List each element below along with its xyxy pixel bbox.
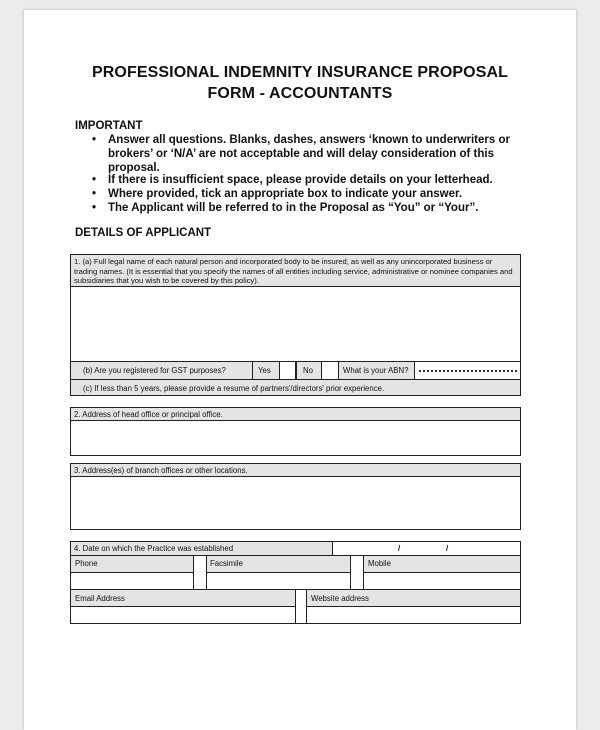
important-item-1: Answer all questions. Blanks, dashes, answers ‘known to underwriters or brokers’ or ‘N/A’ are not acceptable and will delay consideration of this proposal. [108, 134, 510, 174]
q2-label: 2. Address of head office or principal office. [74, 410, 223, 419]
q1b-yes-checkbox[interactable] [279, 361, 296, 380]
document-title-line-1: PROFESSIONAL INDEMNITY INSURANCE PROPOSAL [92, 64, 508, 81]
bullet-4: • [92, 202, 97, 214]
abn-input[interactable] [414, 361, 521, 380]
website-label: Website address [311, 594, 369, 603]
important-item-2: If there is insufficient space, please provide details on your letterhead. [108, 174, 493, 186]
q2-answer-area[interactable] [70, 420, 521, 456]
details-heading: DETAILS OF APPLICANT [75, 227, 212, 239]
phone-label: Phone [75, 559, 98, 568]
q3-label-cell [70, 463, 521, 477]
q4-label: 4. Date on which the Practice was established [74, 544, 234, 553]
date-separator-1: / [398, 544, 401, 553]
q1c-label: (c) If less than 5 years, please provide a resume of partners'/directors' prior experience. [83, 384, 385, 393]
q1-label-cell [70, 254, 521, 287]
bullet-1: • [92, 134, 97, 146]
website-label-cell [306, 589, 521, 607]
q1-label: 1. (a) Full legal name of each natural person and incorporated body to be insured, as well as any unincorporated business or trading names. (It is essential that you specify the names of all entities including service, administrative or nominee companies and subsidiaries that you wish to be covered by this policy). [74, 257, 513, 285]
email-input[interactable] [70, 606, 296, 624]
contact-spacer-2 [350, 555, 364, 590]
mobile-label-cell [363, 555, 521, 573]
website-input[interactable] [306, 606, 521, 624]
q1b-no-label: No [303, 366, 313, 375]
email-label-cell [70, 589, 296, 607]
q1b-abn-label: What is your ABN? [343, 366, 409, 375]
q1b-yes-label: Yes [258, 366, 271, 375]
document-title-line-2: FORM - ACCOUNTANTS [207, 85, 393, 102]
fax-label: Facsimile [210, 559, 243, 568]
fax-input[interactable] [206, 572, 351, 590]
date-established-input[interactable] [332, 541, 521, 556]
bullet-3: • [92, 188, 97, 200]
q2-label-cell [70, 407, 521, 421]
q1-answer-area[interactable] [70, 286, 521, 362]
q1c-row [70, 379, 521, 396]
mobile-input[interactable] [363, 572, 521, 590]
phone-label-cell [70, 555, 194, 573]
phone-input[interactable] [70, 572, 194, 590]
q1b-label: (b) Are you registered for GST purposes? [83, 366, 226, 375]
bullet-2: • [92, 174, 97, 186]
important-item-4: The Applicant will be referred to in the Proposal as “You” or “Your”. [108, 202, 479, 214]
q3-answer-area[interactable] [70, 476, 521, 530]
q1b-no-checkbox[interactable] [321, 361, 339, 380]
date-separator-2: / [446, 544, 449, 553]
important-heading: IMPORTANT [75, 120, 143, 132]
document-page [24, 10, 576, 730]
q3-label: 3. Address(es) of branch offices or other locations. [74, 466, 248, 475]
important-item-3: Where provided, tick an appropriate box to indicate your answer. [108, 188, 463, 200]
fax-label-cell [206, 555, 351, 573]
contact-spacer-1 [193, 555, 207, 590]
mobile-label: Mobile [368, 559, 391, 568]
email-label: Email Address [75, 594, 125, 603]
